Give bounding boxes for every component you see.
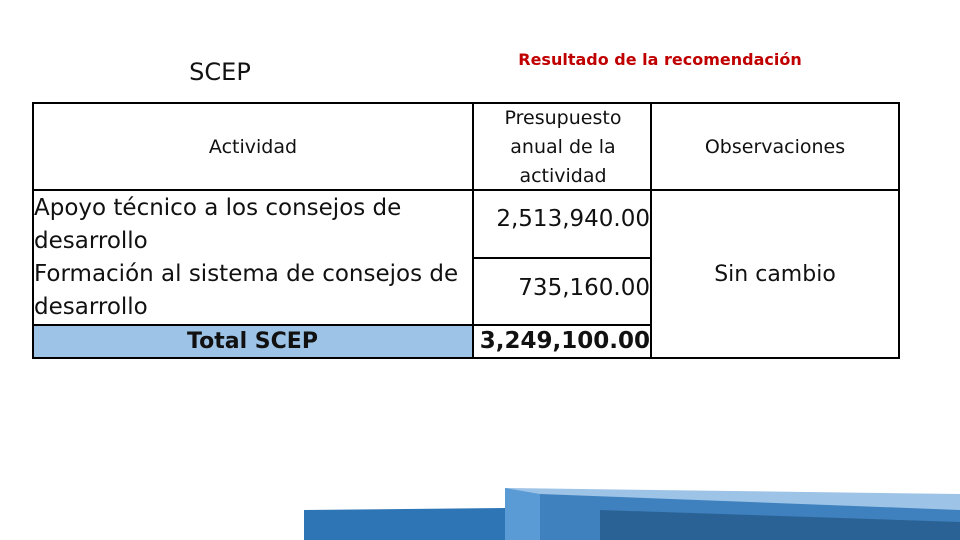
row-activity-label: Formación al sistema de consejos de desarrollo	[34, 261, 459, 320]
table-border	[650, 102, 652, 359]
header-actividad: Actividad	[208, 136, 298, 158]
table-border	[898, 102, 900, 359]
slide-title: SCEP	[189, 58, 251, 86]
row-budget-value: 735,160.00	[518, 275, 650, 301]
header-observaciones: Observaciones	[704, 136, 846, 158]
table-border	[32, 324, 474, 326]
header-presupuesto-line: Presupuesto	[504, 106, 622, 129]
header-presupuesto-line: actividad	[519, 164, 607, 187]
row-activity-label: Apoyo técnico a los consejos de desarrollo	[34, 195, 402, 254]
table-border	[32, 189, 900, 191]
observation-value: Sin cambio	[714, 261, 836, 287]
table-border	[32, 102, 900, 104]
table-border	[32, 102, 34, 359]
row-budget-value: 2,513,940.00	[496, 206, 650, 232]
table-border	[474, 324, 650, 326]
table-border	[474, 257, 650, 259]
footer-decoration	[0, 470, 960, 540]
result-title: Resultado de la recomendación	[518, 50, 802, 69]
total-value: 3,249,100.00	[479, 328, 650, 354]
table-border	[472, 102, 474, 359]
table-border	[32, 357, 900, 359]
total-label: Total SCEP	[187, 329, 318, 354]
header-presupuesto	[475, 104, 651, 190]
header-presupuesto-line: anual de la	[510, 135, 616, 158]
